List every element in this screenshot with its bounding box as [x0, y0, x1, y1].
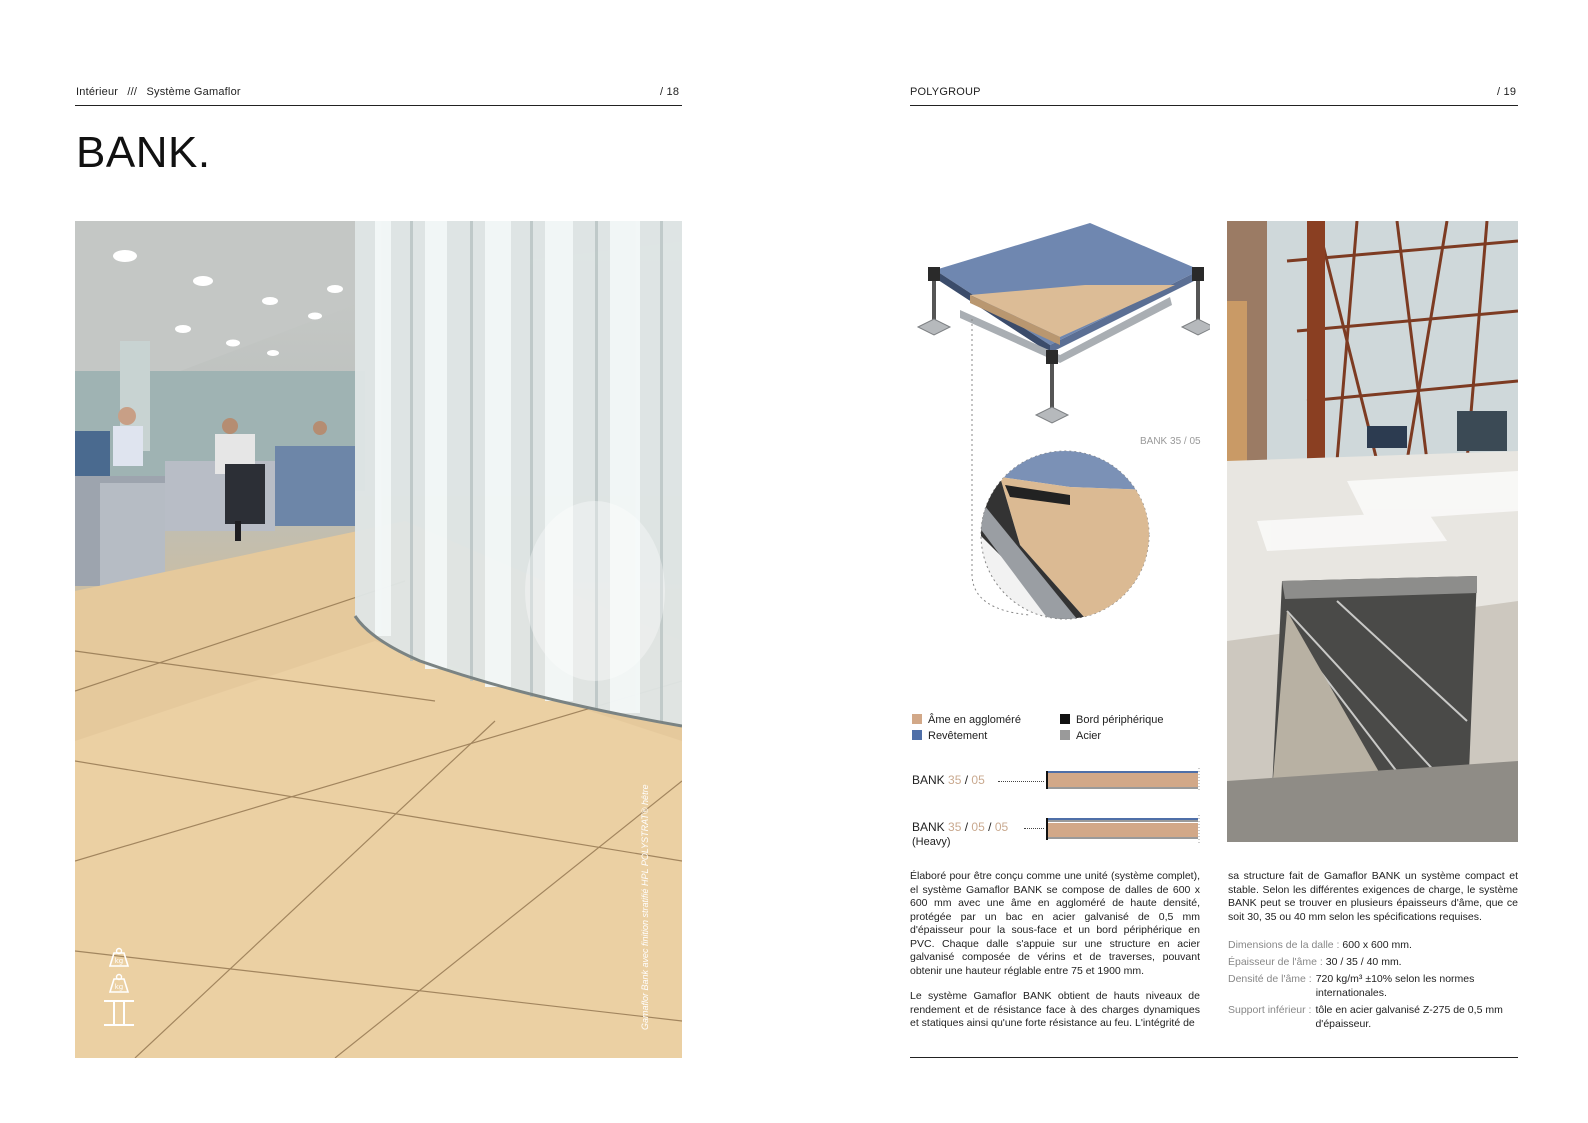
- header-separator: ///: [127, 86, 138, 98]
- weight-kg-icon: [108, 973, 130, 993]
- pedestal-support-icon: [102, 999, 136, 1027]
- right-page-number: / 19: [1497, 86, 1517, 98]
- right-footer-rule: [910, 1057, 1518, 1058]
- spec-core-thickness: Épaisseur de l'âme : 30 / 35 / 40 mm.: [1228, 956, 1402, 968]
- swatch-coating: [912, 730, 922, 740]
- legend-edge: Bord périphérique: [1060, 714, 1163, 726]
- atrium-access-floor-photo: [1227, 221, 1518, 842]
- swatch-steel: [1060, 730, 1070, 740]
- office-floor-photo: [75, 221, 682, 1058]
- swatch-core: [912, 714, 922, 724]
- bank2-section-drawing: [1046, 815, 1202, 843]
- diagram-label: BANK 35 / 05: [1140, 436, 1201, 447]
- body-paragraph-1: Élaboré pour être conçu comme une unité (système complet), el système Gamaflor BANK se compose de dalles de 600 x 600 mm avec une âme en aggloméré de haute densité, protégée par un bac en acier galvanisé de 0,5 mm d'épaisseur pour la sous-face et un bord périphérique en PVC. Chaque dalle s'appuie sur une structure en acier galvanisé composée de vérins et de traverses, pouvant obtenir une hauteur réglable entre 75 et 1900 mm.: [910, 870, 1200, 977]
- bank1-leader: [998, 781, 1044, 782]
- spec-lower-support: Support inférieur : tôle en acier galvanisé Z-275 de 0,5 mm d'épaisseur.: [1228, 1004, 1503, 1030]
- section-label: Intérieur: [76, 86, 119, 98]
- brand-label: POLYGROUP: [910, 86, 981, 98]
- svg-text:kg: kg: [114, 957, 124, 965]
- bank-35-05-label: BANK 35 / 05: [912, 773, 985, 787]
- svg-text:kg: kg: [114, 983, 124, 991]
- legend-core: Âme en aggloméré: [912, 714, 1021, 726]
- page-title: BANK.: [76, 128, 211, 177]
- left-page-number: / 18: [660, 86, 680, 98]
- body-paragraph-3: sa structure fait de Gamaflor BANK un système compact et stable. Selon les différentes exigences de charge, le système BANK peut se trouver en plusieurs épaisseurs d'âme, que ce soit 30, 35 ou 40 mm selon les spécifications requises.: [1228, 870, 1518, 923]
- bank2-leader: [1024, 828, 1044, 829]
- heavy-note: (Heavy): [912, 836, 951, 848]
- legend-steel: Acier: [1060, 730, 1101, 742]
- photo-caption: Gamaflor Bank avec finition stratifié HPL POLYSTRAT® hêtre: [640, 784, 650, 1030]
- bank-35-05-05-label: BANK 35 / 05 / 05: [912, 820, 1009, 834]
- subsection-label: Système Gamaflor: [146, 86, 241, 98]
- body-paragraph-2: Le système Gamaflor BANK obtient de hauts niveaux de rendement et de résistance face à des charges dynamiques et statiques ainsi qu'une forte résistance au feu. L'intégrité de: [910, 990, 1200, 1029]
- right-header-rule: [910, 105, 1518, 106]
- weight-kg-icon: [108, 947, 130, 967]
- floor-panel-diagram: [910, 215, 1210, 635]
- bank1-section-drawing: [1046, 768, 1202, 790]
- swatch-edge: [1060, 714, 1070, 724]
- left-header-rule: [75, 105, 682, 106]
- left-header: [76, 86, 241, 98]
- spec-dimensions: Dimensions de la dalle : 600 x 600 mm.: [1228, 939, 1412, 951]
- spec-core-density: Densité de l'âme : 720 kg/m³ ±10% selon les normes internationales.: [1228, 973, 1475, 999]
- legend-coating: Revêtement: [912, 730, 987, 742]
